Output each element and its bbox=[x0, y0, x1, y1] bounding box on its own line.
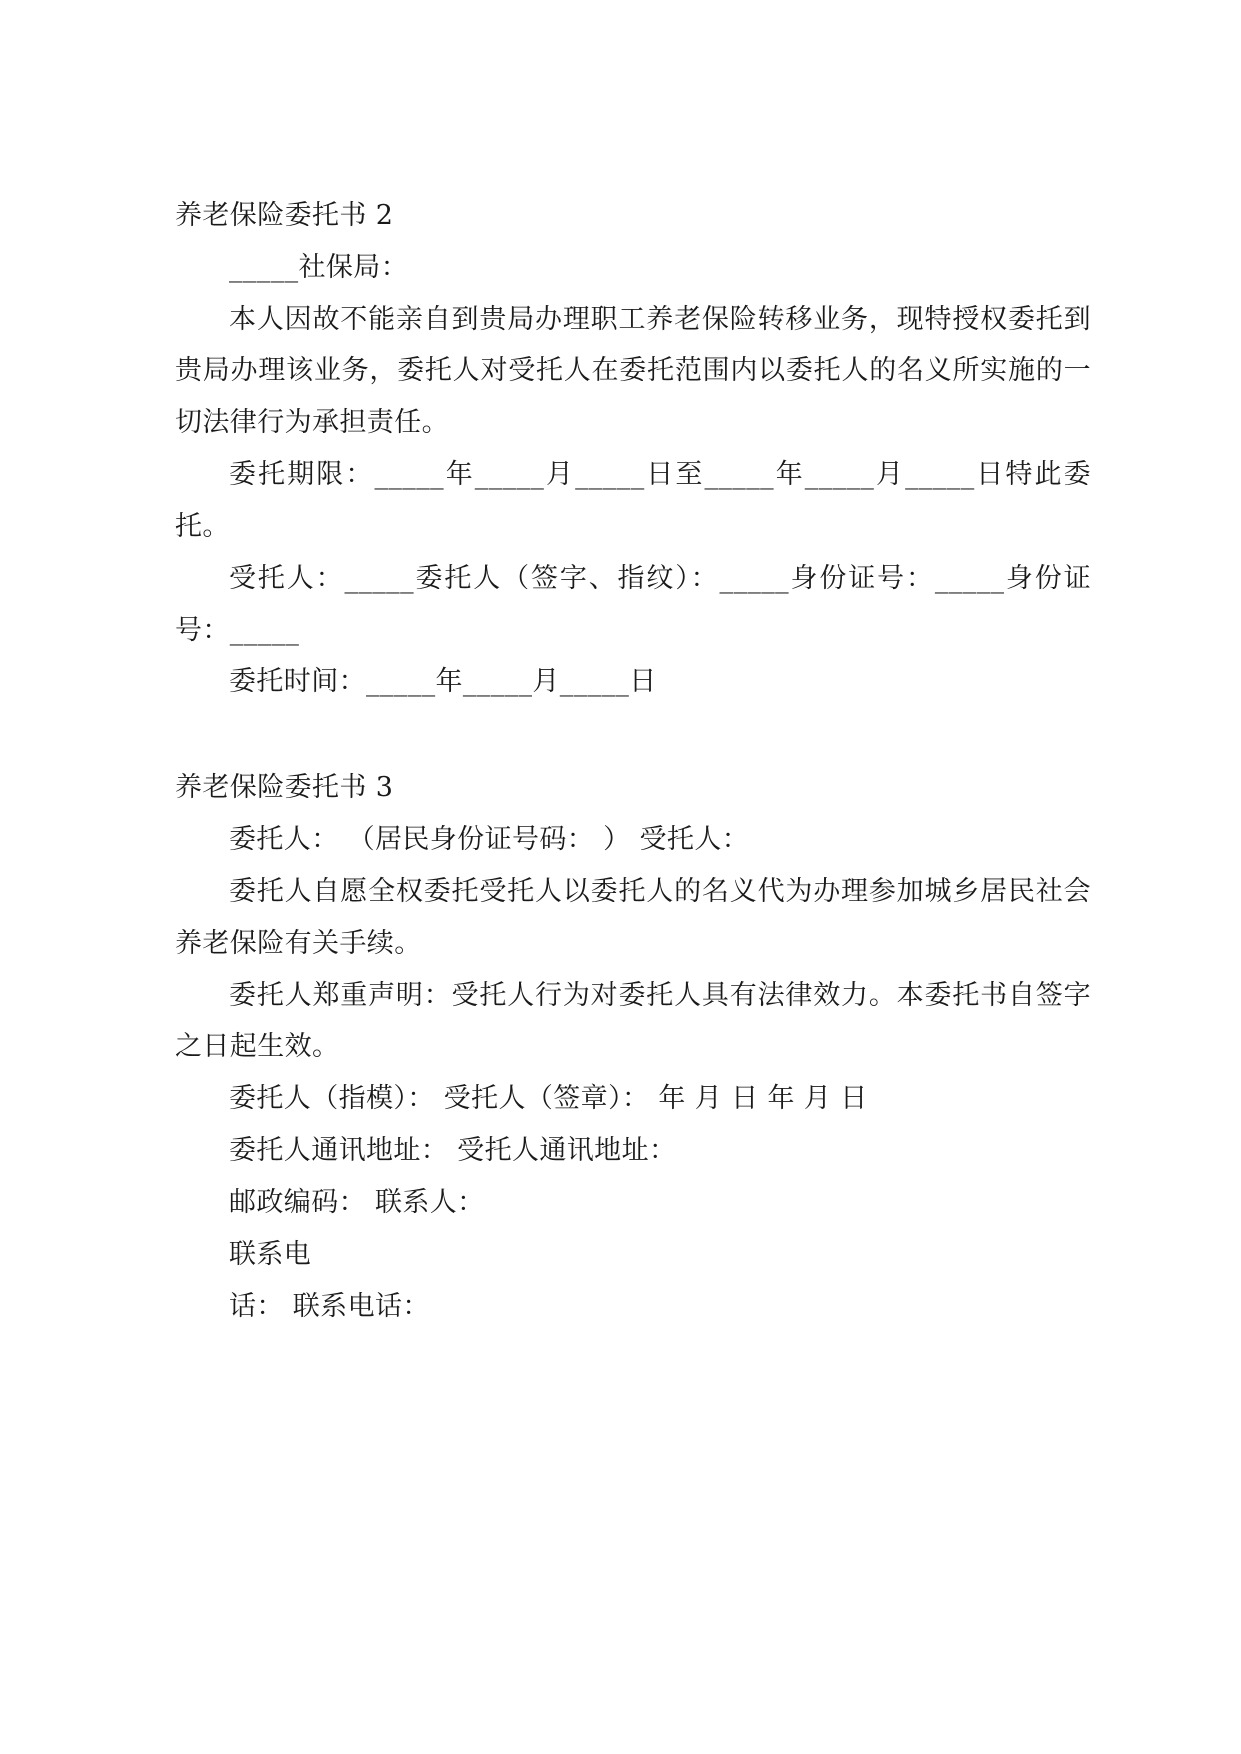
section-one-paragraph-3: 受托人：_____委托人（签字、指纹）：_____身份证号：_____身份证号：_____ bbox=[175, 562, 1091, 646]
document-body bbox=[175, 190, 1091, 1332]
section-two-paragraph-7: 联系电 bbox=[229, 1238, 312, 1270]
section-one-addressee: _____社保局： bbox=[229, 251, 409, 283]
section-two-paragraph-1: 委托人： （居民身份证号码： ） 受托人： bbox=[229, 824, 750, 856]
section-two-paragraph-8: 话： 联系电话： bbox=[229, 1290, 430, 1322]
section-two-paragraph-6: 邮政编码： 联系人： bbox=[229, 1186, 485, 1218]
section-two-paragraph-5: 委托人通讯地址： 受托人通讯地址： bbox=[229, 1135, 677, 1167]
section-one-title: 养老保险委托书 2 bbox=[175, 200, 394, 231]
section-one-paragraph-2: 委托期限：_____年_____月_____日至_____年_____月_____日特此委托。 bbox=[175, 459, 1091, 542]
section-two-paragraph-2: 委托人自愿全权委托受托人以委托人的名义代为办理参加城乡居民社会养老保险有关手续。 bbox=[175, 875, 1091, 959]
section-two-paragraph-4: 委托人（指模）： 受托人（签章）： 年 月 日 年 月 日 bbox=[229, 1083, 868, 1115]
section-divider bbox=[175, 708, 1091, 762]
section-two-title: 养老保险委托书 3 bbox=[175, 772, 394, 804]
section-one-paragraph-4: 委托时间：_____年_____月_____日 bbox=[229, 666, 657, 698]
section-two-paragraph-3: 委托人郑重声明：受托人行为对委托人具有法律效力。本委托书自签字之日起生效。 bbox=[175, 979, 1091, 1063]
section-one-paragraph-1: 本人因故不能亲自到贵局办理职工养老保险转移业务，现特授权委托到贵局办理该业务，委托人对受托人在委托范围内以委托人的名义所实施的一切法律行为承担责任。 bbox=[175, 303, 1091, 439]
